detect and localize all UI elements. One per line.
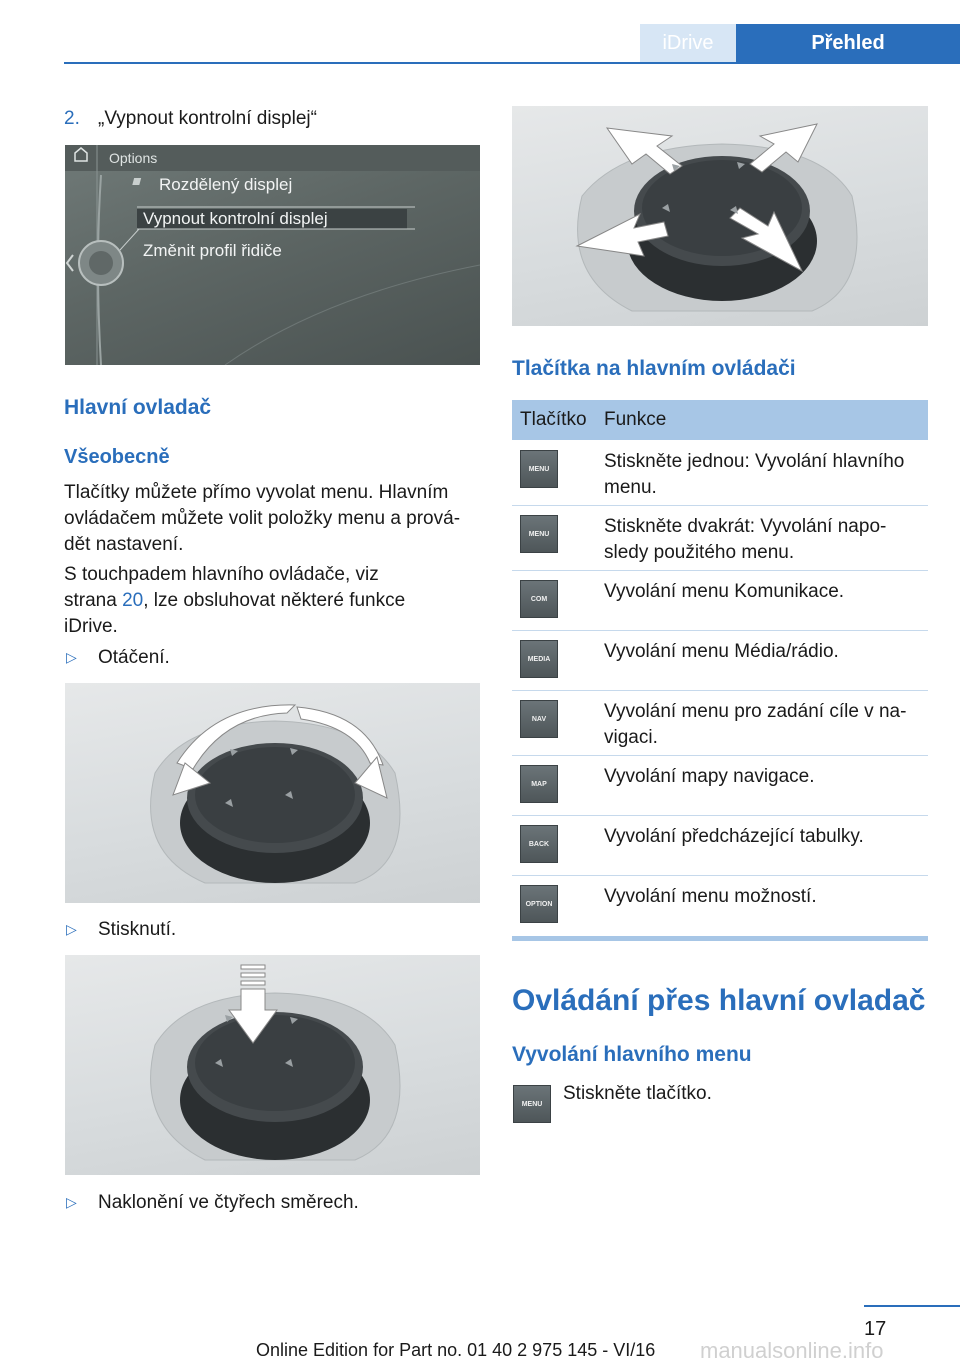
table-cell-function: Vyvolání předcházející tabulky. bbox=[604, 826, 864, 847]
controller-press-graphic bbox=[65, 955, 480, 1175]
touchpad-line-3: iDrive. bbox=[64, 616, 118, 637]
table-cell-function: Vyvolání mapy navigace. bbox=[604, 766, 815, 787]
control-display-screenshot bbox=[65, 145, 480, 365]
table-row-divider bbox=[512, 630, 928, 631]
back-button-icon: BACK bbox=[520, 825, 558, 863]
bullet-triangle-icon: ▷ bbox=[66, 1194, 77, 1210]
touchpad-line-2 bbox=[64, 588, 480, 614]
nav-button-icon: NAV bbox=[520, 700, 558, 738]
menu-button-icon: MENU bbox=[513, 1085, 551, 1123]
menu-button-icon: MENU bbox=[520, 450, 558, 488]
list-item-number: 2. bbox=[64, 108, 80, 129]
header-section-tab: iDrive bbox=[640, 24, 736, 62]
controller-tilt-image bbox=[512, 106, 928, 326]
buttons-heading: Tlačítka na hlavním ovládači bbox=[512, 357, 796, 380]
screen-menu-item: Rozdělený displej bbox=[159, 175, 293, 194]
call-menu-heading: Vyvolání hlavního menu bbox=[512, 1043, 752, 1066]
touchpad-paragraph bbox=[64, 562, 480, 640]
screen-menu-item-selected: Vypnout kontrolní displej bbox=[143, 209, 328, 228]
option-button-icon: OPTION bbox=[520, 885, 558, 923]
table-cell-function: Stiskněte jednou: Vyvolání hlavního menu. bbox=[604, 451, 905, 498]
menu-button-icon: MENU bbox=[520, 515, 558, 553]
table-row-divider bbox=[512, 755, 928, 756]
table-header-button: Tlačítko bbox=[520, 409, 587, 430]
bullet-triangle-icon: ▷ bbox=[66, 649, 77, 665]
controller-tilt-graphic bbox=[512, 106, 928, 326]
media-button-icon: MEDIA bbox=[520, 640, 558, 678]
footer-rule bbox=[864, 1305, 960, 1307]
list-item-text: „Vypnout kontrolní displej“ bbox=[98, 108, 317, 129]
touchpad-line-1: S touchpadem hlavního ovládače, viz bbox=[64, 564, 379, 585]
table-cell-function: Vyvolání menu Média/rádio. bbox=[604, 641, 839, 662]
com-button-icon: COM bbox=[520, 580, 558, 618]
controller-rotate-image bbox=[65, 683, 480, 903]
screen-options-label: Options bbox=[109, 150, 158, 166]
controller-rotate-graphic bbox=[65, 683, 480, 903]
page-reference-link[interactable]: 20 bbox=[122, 590, 144, 611]
screen-menu-item: Změnit profil řidiče bbox=[143, 241, 282, 260]
page-number: 17 bbox=[864, 1318, 887, 1340]
bullet-rotate: Otáčení. bbox=[98, 647, 170, 668]
table-cell-function: Stiskněte dvakrát: Vyvolání napo‐sledy použitého menu. bbox=[604, 516, 887, 563]
table-cell-function: Vyvolání menu možností. bbox=[604, 886, 817, 907]
bullet-triangle-icon: ▷ bbox=[66, 921, 77, 937]
touchpad-text: , lze obsluhovat některé funkce bbox=[143, 590, 406, 611]
map-button-icon: MAP bbox=[520, 765, 558, 803]
table-header bbox=[512, 400, 928, 440]
header-rule bbox=[64, 62, 960, 64]
touchpad-page-word: strana bbox=[64, 590, 117, 611]
table-row-divider bbox=[512, 815, 928, 816]
edition-text: Online Edition for Part no. 01 40 2 975 145 - VI/16 bbox=[256, 1340, 656, 1360]
header-chapter-tab: Přehled bbox=[736, 24, 960, 62]
table-cell-function: Vyvolání menu Komunikace. bbox=[604, 581, 845, 602]
table-bottom-rule bbox=[512, 936, 928, 941]
table-header-function: Funkce bbox=[604, 409, 667, 430]
table-row-divider bbox=[512, 690, 928, 691]
table-cell-function: Vyvolání menu pro zadání cíle v na‐vigaci. bbox=[604, 701, 907, 748]
bullet-press: Stisknutí. bbox=[98, 919, 177, 940]
intro-paragraph: Tlačítky můžete přímo vyvolat menu. Hlavním ovládačem můžete volit položky menu a prová‐dět nastavení. bbox=[64, 482, 461, 555]
subsection-heading: Všeobecně bbox=[64, 446, 170, 468]
table-row-divider bbox=[512, 875, 928, 876]
bullet-tilt: Naklonění ve čtyřech směrech. bbox=[98, 1192, 359, 1213]
table-row-divider bbox=[512, 505, 928, 506]
section-heading: Hlavní ovladač bbox=[64, 396, 212, 419]
table-row-divider bbox=[512, 570, 928, 571]
controller-press-image bbox=[65, 955, 480, 1175]
watermark-text: manualsonline.info bbox=[700, 1338, 884, 1363]
call-menu-text: Stiskněte tlačítko. bbox=[563, 1083, 712, 1104]
control-heading: Ovládání přes hlavní ovladač bbox=[512, 984, 926, 1017]
